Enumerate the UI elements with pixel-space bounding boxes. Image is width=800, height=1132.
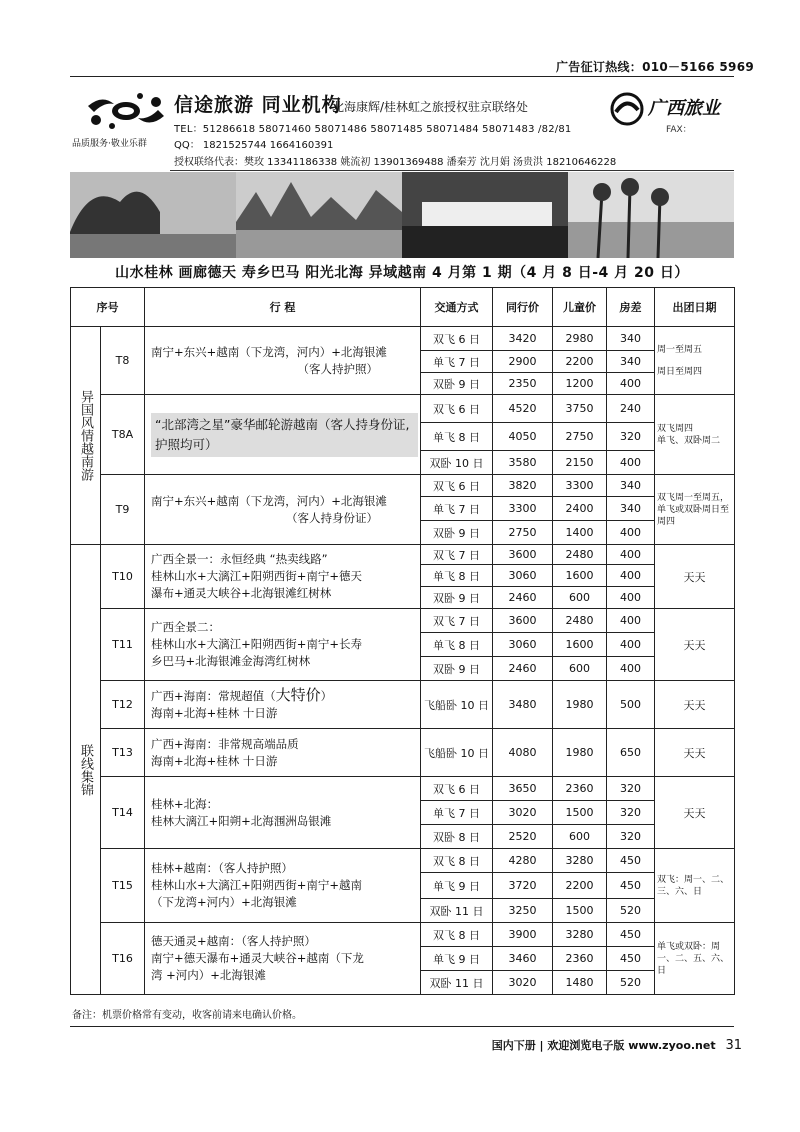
table-row [71, 609, 735, 633]
route-code: T12 [101, 681, 145, 729]
cell-transport: 单飞 9 日 [421, 873, 493, 899]
date-line [657, 356, 732, 366]
cell-transport: 单飞 7 日 [421, 801, 493, 825]
cell-transport: 双卧 9 日 [421, 521, 493, 545]
route-description [145, 609, 421, 681]
cell-child: 600 [553, 825, 607, 849]
cell-adult: 4080 [493, 729, 553, 777]
cell-transport: 双飞 8 日 [421, 923, 493, 947]
cell-child: 1980 [553, 729, 607, 777]
cell-transport: 单飞 9 日 [421, 947, 493, 971]
cell-adult: 2460 [493, 657, 553, 681]
route-line [151, 687, 418, 705]
cell-transport: 双卧 11 日 [421, 971, 493, 995]
cell-child: 1500 [553, 801, 607, 825]
cell-adult: 3060 [493, 633, 553, 657]
reps-line: 授权联络代表：樊玫 13341186338 姚流初 13901369488 潘秦芳 沈月娟 汤贵洪 18210646228 [174, 157, 617, 168]
cell-child: 1400 [553, 521, 607, 545]
table-row [71, 395, 735, 423]
table-header-row [71, 288, 735, 327]
route-code: T8A [101, 395, 145, 475]
tel-line: TEL：51286618 58071460 58071486 58071485 58071484 58071483 /82/81 [174, 124, 572, 135]
table-row [71, 729, 735, 777]
cell-adult: 3020 [493, 801, 553, 825]
cell-transport: 双飞 6 日 [421, 327, 493, 351]
cell-child: 2200 [553, 873, 607, 899]
departure-date [655, 923, 735, 995]
route-line: 德天通灵+越南：（客人持护照） [151, 934, 316, 948]
cell-adult: 2750 [493, 521, 553, 545]
route-line: 桂林+北海： [151, 796, 219, 811]
route-line: “北部湾之星”豪华邮轮游越南（客人持身份证,护照均可） [151, 413, 418, 457]
cell-room: 400 [607, 451, 655, 475]
table-row [71, 681, 735, 729]
footer [492, 1037, 742, 1053]
table-row [71, 777, 735, 801]
cell-child: 2400 [553, 497, 607, 521]
cell-adult: 2900 [493, 351, 553, 373]
cell-room: 400 [607, 587, 655, 609]
date-line: 周一至周五 [657, 344, 703, 355]
cell-adult: 3600 [493, 545, 553, 565]
route-code: T15 [101, 849, 145, 923]
table-row [71, 475, 735, 497]
cell-child: 3750 [553, 395, 607, 423]
cell-adult: 2460 [493, 587, 553, 609]
date-line: 单飞、双卧周二 [657, 435, 721, 446]
waterfall-photo [402, 172, 568, 258]
cell-room: 320 [607, 801, 655, 825]
hotline: 广告征订热线：010－5166 5969 [555, 60, 754, 74]
header [70, 84, 734, 174]
route-description [145, 327, 421, 395]
table-row [71, 923, 735, 947]
fax-line: FAX： [666, 125, 692, 135]
cell-transport: 双飞 6 日 [421, 475, 493, 497]
route-line: 乡巴马+北海银滩金海湾红树林 [151, 654, 311, 668]
departure-date [655, 681, 735, 729]
route-line: 南宁+东兴+越南（下龙湾，河内）+北海银滩 [151, 493, 387, 508]
date-line: 周日至周四 [657, 366, 703, 377]
cell-room: 450 [607, 923, 655, 947]
date-line: 天天 [683, 570, 706, 584]
date-line: 双飞周一至周五，单飞或双卧周日至周四 [657, 492, 730, 527]
cell-room: 340 [607, 497, 655, 521]
company-logo-icon [84, 90, 168, 132]
cell-child: 600 [553, 657, 607, 681]
route-line: （下龙湾+河内）+北海银滩 [151, 895, 297, 909]
slogan: 品质服务·敬业乐群 [72, 139, 147, 149]
cell-adult: 3250 [493, 899, 553, 923]
route-code: T10 [101, 545, 145, 609]
cell-adult: 3020 [493, 971, 553, 995]
cell-adult: 3580 [493, 451, 553, 475]
cell-child: 2200 [553, 351, 607, 373]
cell-adult: 3650 [493, 777, 553, 801]
date-line: 双飞：周一、二、三、六、日 [657, 874, 730, 897]
cell-room: 400 [607, 657, 655, 681]
route-code: T8 [101, 327, 145, 395]
cell-transport: 双飞 6 日 [421, 395, 493, 423]
cell-transport: 单飞 7 日 [421, 351, 493, 373]
cell-transport: 双飞 7 日 [421, 545, 493, 565]
cell-transport: 单飞 8 日 [421, 423, 493, 451]
cell-transport: 双卧 9 日 [421, 373, 493, 395]
cell-adult: 3460 [493, 947, 553, 971]
route-description [145, 923, 421, 995]
table-row [71, 545, 735, 565]
brand-subtitle: 北海康辉/桂林虹之旅授权驻京联络处 [332, 100, 529, 114]
route-description [145, 849, 421, 923]
cell-transport: 双卧 10 日 [421, 451, 493, 475]
departure-date [655, 395, 735, 475]
itinerary-table [70, 287, 735, 995]
cell-transport: 双卧 11 日 [421, 899, 493, 923]
page-number: 31 [725, 1038, 742, 1053]
route-line: （客人持护照） [297, 361, 378, 376]
cell-room: 500 [607, 681, 655, 729]
guangxi-logo-text: 广西旅业 [648, 98, 720, 119]
cell-room: 520 [607, 899, 655, 923]
cell-child: 1980 [553, 681, 607, 729]
table-row [71, 327, 735, 351]
cell-room: 520 [607, 971, 655, 995]
route-line-part: ） [320, 689, 333, 703]
route-code: T16 [101, 923, 145, 995]
cell-adult: 4280 [493, 849, 553, 873]
route-line: 广西全景二： [151, 620, 220, 634]
col-route: 行 程 [145, 288, 421, 327]
route-description [145, 475, 421, 545]
header-rule [170, 170, 734, 171]
cell-room: 450 [607, 873, 655, 899]
route-code: T11 [101, 609, 145, 681]
cell-room: 450 [607, 849, 655, 873]
cell-adult: 4520 [493, 395, 553, 423]
date-line: 天天 [683, 806, 706, 820]
brand-name: 信途旅游 同业机构 [174, 94, 342, 116]
cell-transport: 双卧 9 日 [421, 657, 493, 681]
cell-adult: 3480 [493, 681, 553, 729]
cell-room: 400 [607, 633, 655, 657]
river-photo [236, 172, 402, 258]
route-line: 广西全景一：永恒经典 “热卖线路” [151, 552, 328, 566]
cell-room: 400 [607, 521, 655, 545]
date-line: 单飞或双卧：周一、二、五、六、日 [657, 941, 730, 976]
cell-child: 2980 [553, 327, 607, 351]
cell-child: 1200 [553, 373, 607, 395]
note: 备注：机票价格常有变动，收客前请来电确认价格。 [72, 1010, 302, 1021]
departure-date [655, 729, 735, 777]
route-description [145, 545, 421, 609]
cell-child: 1600 [553, 565, 607, 587]
cell-adult: 3900 [493, 923, 553, 947]
col-room-diff: 房差 [607, 288, 655, 327]
cell-room: 650 [607, 729, 655, 777]
cell-child: 3280 [553, 923, 607, 947]
cell-adult: 2520 [493, 825, 553, 849]
cell-room: 400 [607, 609, 655, 633]
table-row [71, 849, 735, 873]
date-line: 天天 [683, 698, 706, 712]
cell-room: 340 [607, 475, 655, 497]
route-line: 桂林+越南：（客人持护照） [151, 861, 293, 875]
route-line: 桂林大漓江+阳朔+北海涠洲岛银滩 [151, 813, 332, 828]
route-line: （客人持身份证） [286, 510, 378, 525]
cell-child: 3300 [553, 475, 607, 497]
cell-room: 320 [607, 825, 655, 849]
route-line: 海南+北海+桂林 十日游 [151, 753, 278, 768]
route-line: 湾 +河内）+北海银滩 [151, 968, 266, 982]
cell-room: 340 [607, 327, 655, 351]
date-line: 天天 [683, 638, 706, 652]
guangxi-swirl-icon [610, 92, 644, 126]
route-code: T14 [101, 777, 145, 849]
cell-child: 1480 [553, 971, 607, 995]
departure-date [655, 777, 735, 849]
route-description [145, 395, 421, 475]
route-description [145, 681, 421, 729]
col-departure-date: 出团日期 [655, 288, 735, 327]
cell-room: 320 [607, 423, 655, 451]
cell-adult: 3300 [493, 497, 553, 521]
cell-child: 2480 [553, 609, 607, 633]
cell-adult: 3820 [493, 475, 553, 497]
cell-child: 2360 [553, 947, 607, 971]
route-line: 桂林山水+大漓江+阳朔西街+南宁+长寿 [151, 637, 363, 651]
cell-room: 320 [607, 777, 655, 801]
cell-transport: 双卧 8 日 [421, 825, 493, 849]
cell-transport: 双卧 9 日 [421, 587, 493, 609]
cell-transport: 飞船卧 10 日 [421, 729, 493, 777]
route-code: T9 [101, 475, 145, 545]
date-line: 天天 [683, 746, 706, 760]
departure-date [655, 609, 735, 681]
cell-transport: 单飞 8 日 [421, 565, 493, 587]
cell-child: 2480 [553, 545, 607, 565]
footer-rule [70, 1026, 734, 1027]
cell-adult: 4050 [493, 423, 553, 451]
route-description [145, 777, 421, 849]
cell-child: 2360 [553, 777, 607, 801]
cell-transport: 双飞 7 日 [421, 609, 493, 633]
cell-child: 2750 [553, 423, 607, 451]
qq-line: QQ： 1821525744 1664160391 [174, 140, 334, 151]
departure-date [655, 327, 735, 395]
cell-adult: 3420 [493, 327, 553, 351]
cell-transport: 双飞 8 日 [421, 849, 493, 873]
cell-room: 240 [607, 395, 655, 423]
route-line: 海南+北海+桂林 十日游 [151, 706, 278, 720]
route-description [145, 729, 421, 777]
route-line: 广西+海南：非常规高端品质 [151, 736, 299, 751]
departure-date [655, 849, 735, 923]
beach-photo [568, 172, 734, 258]
cell-room: 400 [607, 545, 655, 565]
category-combined: 联线集锦 [71, 545, 101, 995]
route-line: 南宁+东兴+越南（下龙湾，河内）+北海银滩 [151, 344, 387, 359]
category-vietnam: 异国风情越南游 [71, 327, 101, 545]
footer-text: 国内下册 | 欢迎浏览电子版 www.zyoo.net [491, 1039, 716, 1052]
route-line: 桂林山水+大漓江+阳朔西街+南宁+德天 [151, 569, 363, 583]
cell-child: 1500 [553, 899, 607, 923]
cell-child: 600 [553, 587, 607, 609]
cell-room: 400 [607, 373, 655, 395]
col-adult-price: 同行价 [493, 288, 553, 327]
special-price-tag: 大特价 [275, 686, 321, 704]
cell-room: 450 [607, 947, 655, 971]
issue-title: 山水桂林 画廊德天 寿乡巴马 阳光北海 异域越南 4 月第 1 期（4 月 8 日-4 月 20 日） [115, 265, 689, 281]
cell-child: 1600 [553, 633, 607, 657]
route-code: T13 [101, 729, 145, 777]
departure-date [655, 545, 735, 609]
col-seq: 序号 [71, 288, 145, 327]
cell-room: 340 [607, 351, 655, 373]
karst-photo [70, 172, 236, 258]
cell-transport: 飞船卧 10 日 [421, 681, 493, 729]
cell-child: 2150 [553, 451, 607, 475]
route-line: 南宁+德天瀑布+通灵大峡谷+越南（下龙 [151, 951, 364, 965]
cell-room: 400 [607, 565, 655, 587]
date-line: 双飞周四 [657, 423, 694, 434]
cell-child: 3280 [553, 849, 607, 873]
cell-transport: 双飞 6 日 [421, 777, 493, 801]
departure-date [655, 475, 735, 545]
cell-transport: 单飞 8 日 [421, 633, 493, 657]
cell-adult: 3600 [493, 609, 553, 633]
route-line: 桂林山水+大漓江+阳朔西街+南宁+越南 [151, 878, 363, 892]
photo-banner [70, 172, 734, 258]
top-rule [70, 76, 734, 77]
cell-adult: 2350 [493, 373, 553, 395]
cell-adult: 3060 [493, 565, 553, 587]
route-line: 瀑布+通灵大峡谷+北海银滩红树林 [151, 586, 332, 600]
cell-transport: 单飞 7 日 [421, 497, 493, 521]
cell-adult: 3720 [493, 873, 553, 899]
route-line-part: 广西+海南：常规超值（ [151, 689, 276, 703]
col-child-price: 儿童价 [553, 288, 607, 327]
col-transport: 交通方式 [421, 288, 493, 327]
